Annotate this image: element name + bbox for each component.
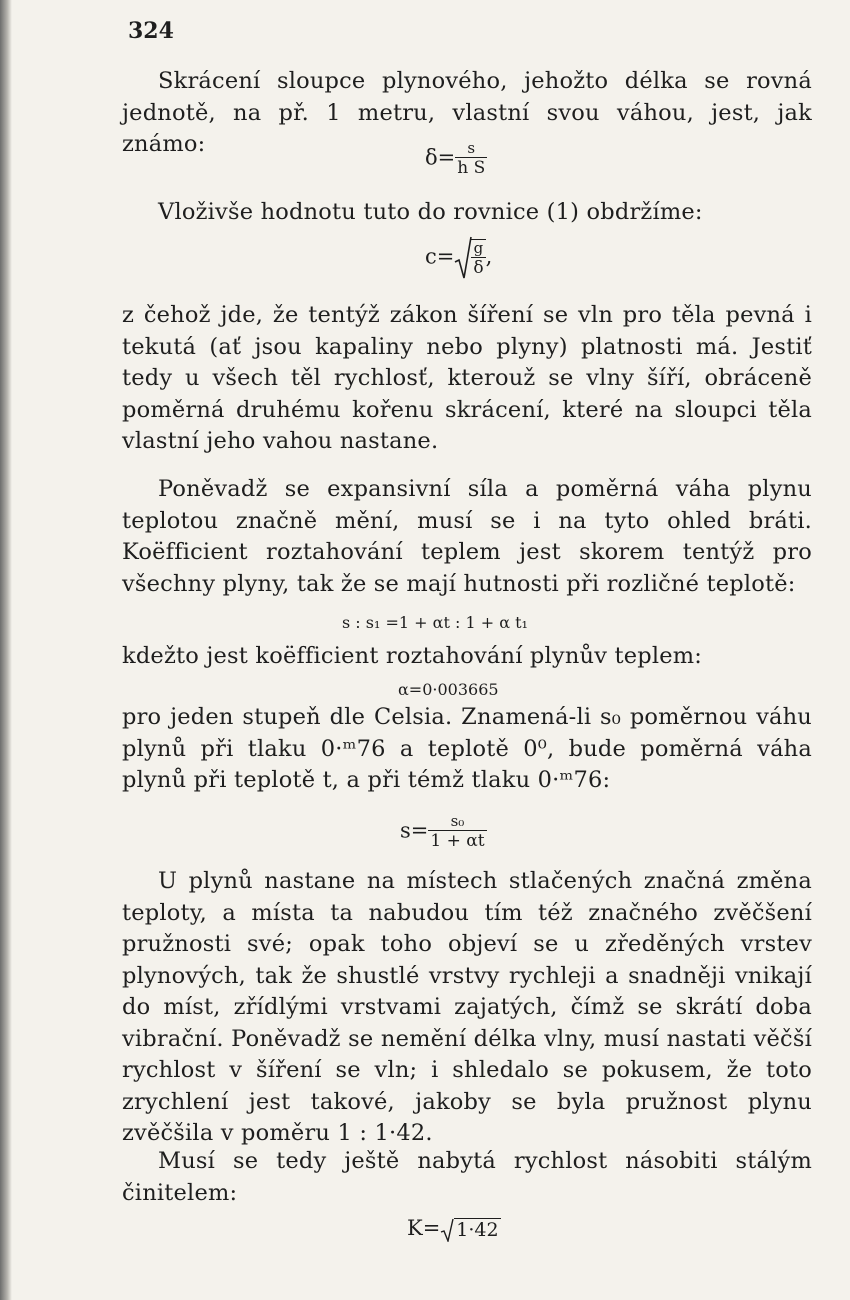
- formula-s-fraction: [428, 813, 486, 851]
- formula-s-denominator: 1 + αt: [430, 831, 485, 851]
- paragraph-6: pro jeden stupeň dle Celsia. Znamená-li s₀ poměrnou váhu plynů při tlaku 0·ᵐ76 a teplotě 0⁰, bude poměrná váha plynů při teplotě t, a při témž tlaku 0·ᵐ76:: [122, 704, 812, 793]
- formula-K: [407, 1216, 501, 1242]
- paragraph-2: Vloživše hodnotu tuto do rovnice (1) obdržíme:: [158, 199, 703, 225]
- square-root-sign-icon: [454, 236, 472, 280]
- formula-s: [400, 813, 487, 851]
- book-binding-edge: [0, 0, 12, 1300]
- formula-s-lhs: s=: [400, 818, 429, 843]
- square-root-sign-icon: [440, 1218, 454, 1242]
- paragraph-7: U plynů nastane na místech stlačených značná změna teploty, a místa ta nabudou tím též značného zvěčšení pružnosti své; opak toho objeví se u zředěných vrstev plynových, tak že shustlé vrstvy rychleji a snadněji vnikají do míst, zřídlými vrstvami zajatých, čímž se skrátí doba vibrační. Poněvadž se nemění délka vlny, musí nastati věčší rychlost v šíření se vln; i shledalo se pokusem, že toto zrychlení jest takové, jakoby se byla pružnost plynu zvěčšila v poměru 1 : 1·42.: [122, 868, 812, 1146]
- formula-delta-numerator: s: [467, 139, 476, 157]
- formula-s-numerator: s₀: [450, 812, 465, 830]
- formula-K-radical: [440, 1217, 500, 1243]
- formula-K-radicand: 1·42: [456, 1218, 499, 1241]
- paragraph-1: Skrácení sloupce plynového, jehožto délka se rovná jednotě, na př. 1 metru, vlastní svou váhou, jest, jak známo:: [122, 68, 812, 157]
- formula-c: [425, 236, 492, 280]
- formula-delta: [425, 140, 487, 178]
- formula-c-lhs: c=: [425, 244, 455, 269]
- formula-c-numerator: g: [473, 238, 484, 257]
- formula-c-denominator: δ: [473, 257, 484, 278]
- formula-c-radical: [454, 236, 485, 280]
- formula-K-lhs: K=: [407, 1216, 441, 1240]
- formula-c-fraction: [471, 239, 485, 278]
- formula-c-comma: ,: [485, 244, 493, 269]
- paragraph-8: Musí se tedy ještě nabytá rychlost násobiti stálým činitelem:: [122, 1148, 812, 1206]
- formula-delta-fraction: [455, 140, 487, 178]
- paragraph-4: Poněvadž se expansivní síla a poměrná váha plynu teplotou značně mění, musí se i na tyto ohled bráti. Koëfficient roztahování teplem jest skorem tentýž pro všechny plyny, tak že se mají hutnosti při rozličné teplotě:: [122, 476, 812, 597]
- formula-delta-lhs: δ=: [425, 145, 456, 170]
- paragraph-5: kdežto jest koëfficient roztahování plynův teplem:: [122, 643, 703, 669]
- formula-delta-denominator: h S: [457, 158, 486, 178]
- formula-ratio: s : s₁ =1 + αt : 1 + α t₁: [342, 613, 528, 632]
- paragraph-3: z čehož jde, že tentýž zákon šíření se vln pro těla pevná i tekutá (ať jsou kapaliny nebo plyny) platnosti má. Jestiť tedy u všech těl rychlosť, kterouž se vlny šíří, obráceně poměrná druhému kořenu skrácení, které na sloupci těla vlastní jeho vahou nastane.: [122, 302, 812, 454]
- formula-alpha: α=0·003665: [398, 680, 499, 699]
- page-number: 324: [128, 18, 174, 44]
